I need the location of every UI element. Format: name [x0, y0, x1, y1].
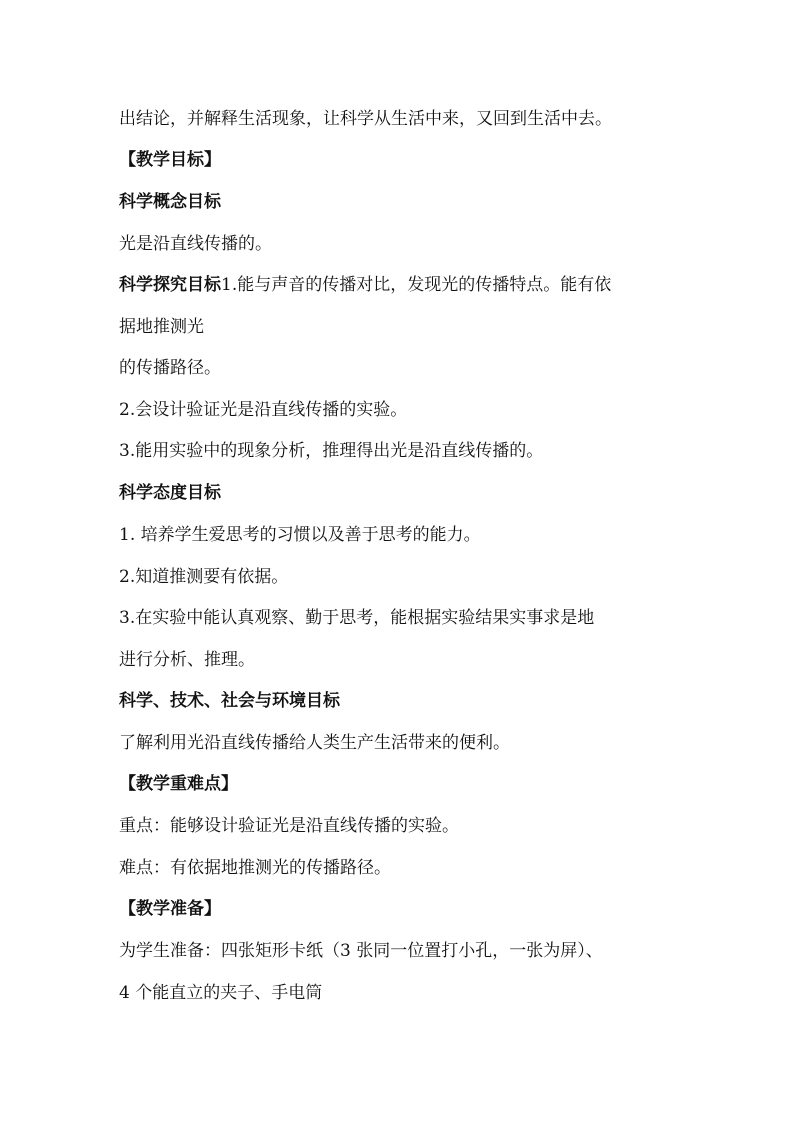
paragraph-line: 的传播路径。	[119, 358, 221, 378]
paragraph-line: 进行分析、推理。	[119, 650, 255, 670]
paragraph-line: 2.知道推测要有依据。	[119, 567, 289, 587]
section-heading-preparation: 【教学准备】	[119, 899, 221, 919]
subheading-concept-goals: 科学概念目标	[119, 192, 221, 212]
inquiry-goal-text: 1.能与声音的传播对比，发现光的传播特点。能有依	[221, 275, 612, 295]
paragraph-line: 光是沿直线传播的。	[119, 234, 272, 254]
paragraph-line: 3.在实验中能认真观察、勤于思考，能根据实验结果实事求是地	[119, 608, 595, 628]
paragraph-line-inquiry-goals	[119, 273, 754, 297]
section-heading-teaching-goals: 【教学目标】	[119, 150, 221, 170]
paragraph-line: 2.会设计验证光是沿直线传播的实验。	[119, 400, 408, 420]
section-heading-key-points: 【教学重难点】	[119, 774, 238, 794]
subheading-stse-goals: 科学、技术、社会与环境目标	[119, 691, 340, 711]
paragraph-line: 4 个能直立的夹子、手电筒	[119, 983, 323, 1003]
subheading-attitude-goals: 科学态度目标	[119, 483, 221, 503]
subheading-inquiry-goals: 科学探究目标	[119, 275, 221, 295]
paragraph-line: 3.能用实验中的现象分析，推理得出光是沿直线传播的。	[119, 441, 544, 461]
paragraph-line: 1. 培养学生爱思考的习惯以及善于思考的能力。	[119, 525, 481, 545]
paragraph-line: 重点：能够设计验证光是沿直线传播的实验。	[119, 816, 459, 836]
paragraph-line: 难点：有依据地推测光的传播路径。	[119, 858, 391, 878]
paragraph-line: 了解利用光沿直线传播给人类生产生活带来的便利。	[119, 733, 510, 753]
paragraph-line: 据地推测光	[119, 317, 204, 337]
paragraph-line: 出结论，并解释生活现象，让科学从生活中来，又回到生活中去。	[119, 109, 612, 129]
paragraph-line: 为学生准备：四张矩形卡纸（3 张同一位置打小孔，一张为屏）、	[119, 941, 603, 961]
